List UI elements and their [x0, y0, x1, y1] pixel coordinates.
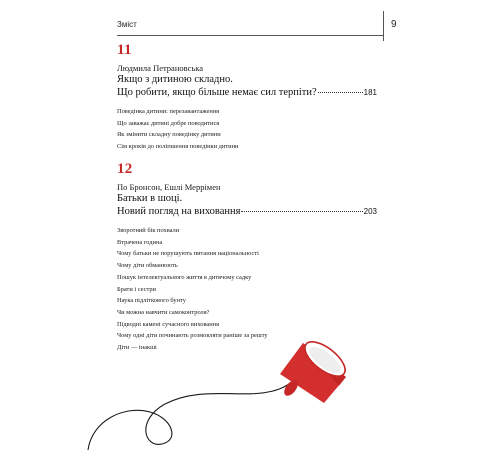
toc-section-12: [117, 161, 387, 354]
page-number: 9: [391, 19, 397, 30]
subsection-item[interactable]: Чому одні діти починають розмовляти раніше за решту: [117, 332, 268, 340]
subsection-item[interactable]: Як змінити складну поведінку дитини: [117, 131, 221, 139]
string-line: [88, 382, 292, 450]
subsection-item[interactable]: Сім кроків до поліпшення поведінки дитини: [117, 143, 239, 151]
section-title-line: Новий погляд на виховання: [117, 206, 241, 217]
running-head: Зміст: [117, 20, 137, 29]
subsection-item[interactable]: Брати і сестри: [117, 285, 156, 293]
subsection-item[interactable]: Діти — інакші: [117, 344, 157, 352]
section-number: 12: [117, 161, 133, 177]
subsection-item[interactable]: Чому батьки не порушують питання національності: [117, 250, 259, 258]
subsection-item[interactable]: Втрачена година: [117, 238, 163, 246]
subsection-item[interactable]: Чому діти обманюють: [117, 262, 178, 270]
subsection-item[interactable]: Поведінка дитини: перезавантаження: [117, 108, 220, 115]
section-title-line: Якщо з дитиною складно.: [117, 74, 233, 85]
section-title-with-page[interactable]: [117, 205, 377, 218]
section-title-line: Батьки в шоці.: [117, 193, 183, 204]
header-rule: [117, 35, 383, 36]
dot-leader: [241, 211, 362, 212]
section-title-with-page[interactable]: [117, 86, 377, 99]
section-author: Людмила Петрановська: [117, 63, 204, 73]
subsection-item[interactable]: Зворотний бік похвали: [117, 227, 180, 234]
toc-section-11: [117, 42, 387, 153]
subsection-list: [117, 106, 387, 153]
section-title-line: Що робити, якщо більше немає сил терпіти?: [117, 87, 317, 98]
dot-leader: [318, 92, 363, 93]
subsection-item[interactable]: Наука підліткового бунту: [117, 297, 186, 305]
section-page-ref: 181: [363, 88, 377, 97]
section-number: 11: [117, 42, 132, 58]
cup-bottom: [282, 378, 301, 398]
header-vertical-rule: [383, 11, 384, 41]
subsection-item[interactable]: Пошук інтелектуального життя в дитячому садку: [117, 273, 252, 281]
section-author: По Бронсон, Ешлі Меррімен: [117, 182, 221, 192]
subsection-list: [117, 225, 387, 354]
subsection-item[interactable]: Підводні камені сучасного виховання: [117, 320, 220, 328]
subsection-item[interactable]: Що заважає дитині добре поводитися: [117, 119, 220, 127]
section-page-ref: 203: [363, 207, 377, 216]
subsection-item[interactable]: Чи можна навчити самоконтроля?: [117, 308, 210, 316]
